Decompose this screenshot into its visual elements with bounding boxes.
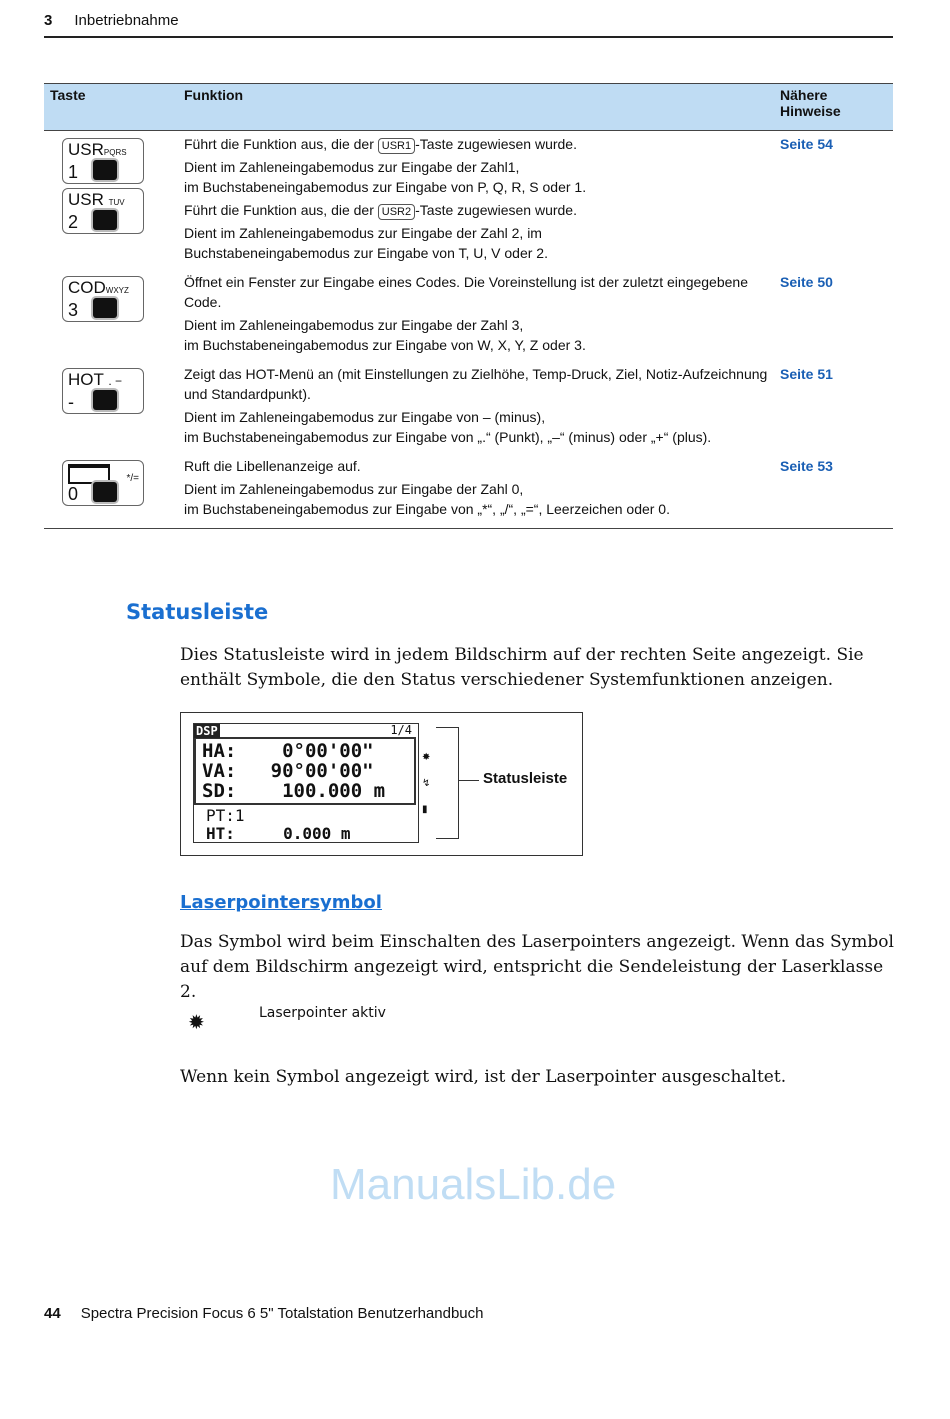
bracket	[436, 727, 459, 839]
ht-readout: HT: 0.000 m	[206, 824, 351, 843]
section-text: Dies Statusleiste wird in jedem Bildschirm auf der rechten Seite angezeigt. Sie enthält Symbole, die den Status verschiedener Systemfunktionen anzeigen.	[180, 645, 864, 690]
subsection-heading: Laserpointersymbol	[180, 892, 382, 913]
function-text: Ruft die Libellenanzeige auf. Dient im Zahleneingabemodus zur Eingabe der Zahl 0, im Buchstabeneingabemodus zur Eingabe von „*“, „/“, „=“, Leerzeichen oder 0.	[178, 453, 774, 529]
sd-readout: SD: 100.000 m	[202, 780, 386, 802]
usr1-key-icon: USRPQRS 1	[62, 138, 144, 184]
laser-off-text: Wenn kein Symbol angezeigt wird, ist der Laserpointer ausgeschaltet.	[180, 1067, 787, 1087]
pt-readout: PT:1	[206, 806, 245, 825]
va-readout: VA: 90°00'00"	[202, 760, 374, 782]
figure-label: Statusleiste	[483, 770, 568, 787]
function-text: Öffnet ein Fenster zur Eingabe eines Codes. Die Voreinstellung ist der zuletzt eingegebene Code. Dient im Zahleneingabemodus zur Eingabe der Zahl 3, im Buchstabeneingabemodus zur Eingabe von W, X, Y, Z oder 3.	[184, 274, 748, 353]
chapter-title: Inbetriebnahme	[74, 12, 179, 29]
lcd-screen	[193, 723, 419, 843]
page-link[interactable]: Seite 53	[780, 458, 833, 474]
col-header-funktion: Funktion	[178, 84, 774, 131]
measurement-box	[194, 737, 416, 805]
hot-key-icon: HOT . − -	[62, 368, 144, 414]
usr1-key-ref: USR1	[378, 138, 415, 154]
usr2-key-icon: USR TUV 2	[62, 188, 144, 234]
usr2-key-ref: USR2	[378, 204, 415, 220]
subsection-text: Das Symbol wird beim Einschalten des Laserpointers angezeigt. Wenn das Symbol auf dem Bildschirm angezeigt wird, entspricht die Sendeleistung der Laserklasse 2.	[180, 932, 894, 1002]
ha-readout: HA: 0°00'00"	[202, 740, 374, 762]
page-link[interactable]: Seite 50	[780, 274, 833, 290]
level-key-icon: */= 0	[62, 460, 144, 506]
cod-key-icon: CODWXYZ 3	[62, 276, 144, 322]
status-bar-figure	[180, 712, 583, 856]
section-heading: Statusleiste	[126, 600, 269, 624]
manual-title: Spectra Precision Focus 6 5" Totalstation Benutzerhandbuch	[80, 1305, 484, 1322]
key-function-table	[44, 83, 893, 529]
table-row	[44, 269, 893, 361]
laser-symbol-label: Laserpointer aktiv	[259, 1005, 386, 1021]
laser-pointer-icon: ✹	[188, 1010, 205, 1034]
function-text: Zeigt das HOT-Menü an (mit Einstellungen zu Zielhöhe, Temp-Druck, Ziel, Notiz-Aufzeichnung und Standardpunkt). Dient im Zahleneingabemodus zur Eingabe von – (minus), im Buchstabeneingabemodus zur Eingabe von „.“ (Punkt), „–“ (minus) oder „+“ (plus).	[184, 366, 768, 445]
status-icons: ✸ ↯ ▮	[422, 752, 431, 815]
footer	[44, 1305, 483, 1322]
table-row	[44, 453, 893, 529]
chapter-number: 3	[44, 12, 53, 29]
watermark: ManualsLib.de	[330, 1160, 617, 1209]
bracket-line	[459, 780, 479, 781]
page-link[interactable]: Seite 54	[780, 136, 833, 152]
function-text: Führt die Funktion aus, die der USR1 -Taste zugewiesen wurde. Dient im Zahleneingabemodus zur Eingabe der Zahl1, im Buchstabeneingabemodus zur Eingabe von P, Q, R, S oder 1. Führt die Funktion aus, die der USR2 -Taste zugewiesen wurde. Dient im Zahleneingabemodus zur Eingabe der Zahl 2, im Buchstabeneingabemodus zur Eingabe von T, U, V oder 2.	[184, 136, 587, 261]
col-header-hinweise: Nähere Hinweise	[774, 84, 893, 131]
table-row	[44, 131, 893, 270]
page-link[interactable]: Seite 51	[780, 366, 833, 382]
mode-label: DSP	[196, 724, 218, 738]
page-number: 44	[44, 1305, 61, 1322]
running-header	[44, 12, 893, 38]
table-row	[44, 361, 893, 453]
col-header-taste: Taste	[44, 84, 178, 131]
page-indicator: 1/4	[390, 723, 412, 737]
